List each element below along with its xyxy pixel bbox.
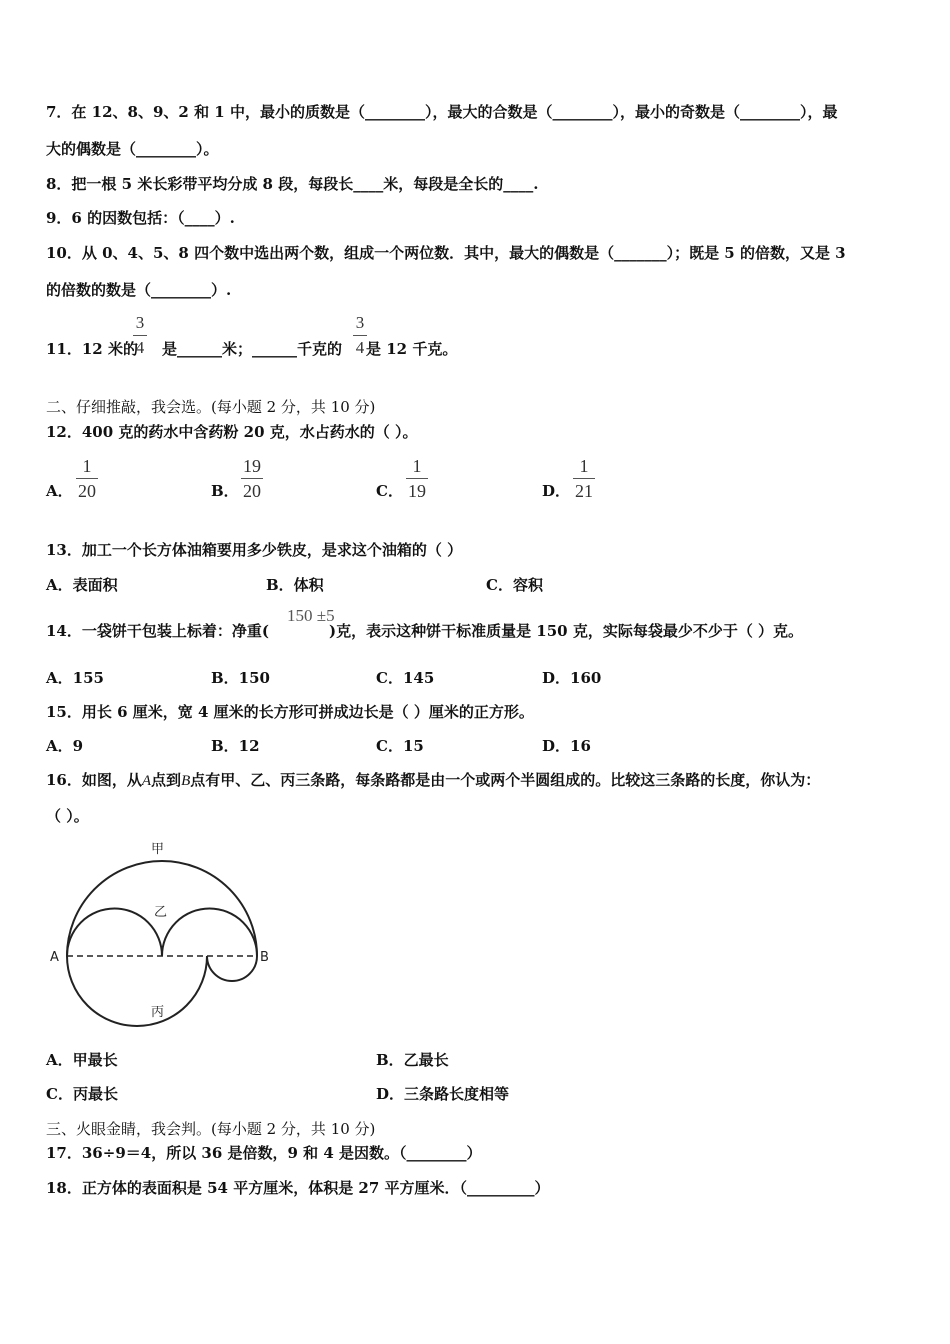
fraction-numerator: 3 [135, 313, 145, 332]
fraction-denominator: 19 [408, 481, 426, 501]
section-3-heading: 三、火眼金睛，我会判。(每小题 2 分，共 10 分) [46, 1120, 376, 1138]
q12-option-a-fraction[interactable] [76, 456, 98, 501]
q12-option-d-fraction[interactable] [573, 456, 595, 501]
point-b-label: B [181, 773, 191, 789]
fraction-denominator: 20 [243, 481, 261, 501]
fraction-denominator: 21 [575, 481, 593, 501]
question-11-prefix: 11．12 米的 [46, 340, 138, 358]
question-11-fraction-2 [353, 313, 367, 358]
question-16-text-c: 点有甲、乙、丙三条路，每条路都是由一个或两个半圆组成的。比较这三条路的长度，你认为： [190, 771, 821, 789]
q13-option-c[interactable]: C．容积 [486, 576, 543, 594]
question-7-line-1: 7．在 12、8、9、2 和 1 中，最小的质数是（________），最大的合数是（________），最小的奇数是（________），最 [46, 103, 838, 121]
fraction-numerator: 1 [579, 456, 589, 476]
semicircle-paths-figure [40, 832, 280, 1032]
question-17: 17．36÷9＝4，所以 36 是倍数，9 和 4 是因数。（________） [46, 1144, 482, 1162]
question-10-line-2: 的倍数的数是（________）. [46, 281, 232, 299]
q12-option-c-fraction[interactable] [406, 456, 428, 501]
question-9: 9．6 的因数包括：（____）. [46, 209, 235, 227]
fraction-numerator: 1 [412, 456, 422, 476]
q16-option-d[interactable]: D．三条路长度相等 [376, 1085, 510, 1103]
fraction-numerator: 3 [355, 313, 365, 332]
path-bing-large [67, 956, 207, 1026]
label-b: B [260, 950, 269, 965]
q13-option-b[interactable]: B．体积 [266, 576, 324, 594]
question-14-suffix: )克，表示这种饼干标准质量是 150 克，实际每袋最少不少于（ ）克。 [328, 622, 804, 640]
question-16-text-b: 点到 [151, 771, 182, 789]
net-weight-label: 150 ±5 [287, 606, 335, 625]
question-11-fraction-1 [133, 313, 147, 358]
label-a: A [50, 950, 59, 965]
section-2-heading: 二、仔细推敲，我会选。(每小题 2 分，共 10 分) [46, 398, 376, 416]
fraction-denominator: 4 [135, 338, 145, 357]
question-11 [46, 339, 457, 359]
point-a-label: A [141, 773, 152, 789]
q12-option-b-fraction[interactable] [241, 456, 263, 501]
q15-option-c[interactable]: C．15 [376, 737, 424, 755]
fraction-numerator: 19 [243, 456, 261, 476]
question-14-prefix: 14．一袋饼干包装上标着：净重( [46, 622, 269, 640]
question-10-line-1: 10．从 0、4、5、8 四个数中选出两个数，组成一个两位数．其中，最大的偶数是（_______）；既是 5 的倍数，又是 3 [46, 244, 846, 262]
q13-option-a[interactable]: A．表面积 [46, 576, 118, 594]
question-16-line-2: （ ）。 [46, 807, 89, 825]
fraction-numerator: 1 [82, 456, 92, 476]
question-7-line-2: 大的偶数是（________）。 [46, 140, 219, 158]
question-8: 8．把一根 5 米长彩带平均分成 8 段，每段长____米，每段是全长的____. [46, 175, 539, 193]
question-12: 12．400 克的药水中含药粉 20 克，水占药水的（ ）。 [46, 423, 418, 441]
label-yi: 乙 [154, 905, 168, 920]
q15-option-a[interactable]: A．9 [46, 737, 84, 755]
path-bing-small [207, 956, 257, 981]
question-13: 13．加工一个长方体油箱要用多少铁皮，是求这个油箱的（ ） [46, 541, 463, 559]
label-bing: 丙 [151, 1005, 165, 1020]
question-11-mid: 是______米；______千克的 [161, 340, 342, 358]
question-14 [46, 621, 803, 641]
q14-option-d[interactable]: D．160 [542, 669, 602, 687]
q12-option-a-label[interactable]: A． [46, 482, 73, 500]
q15-option-d[interactable]: D．16 [542, 737, 591, 755]
q16-option-a[interactable]: A．甲最长 [46, 1051, 118, 1069]
fraction-denominator: 20 [78, 481, 96, 501]
question-15: 15．用长 6 厘米，宽 4 厘米的长方形可拼成边长是（ ）厘米的正方形。 [46, 703, 534, 721]
question-16-text-a: 16．如图，从 [46, 771, 142, 789]
question-18: 18．正方体的表面积是 54 平方厘米，体积是 27 平方厘米．（_________） [46, 1179, 550, 1197]
q14-option-b[interactable]: B．150 [211, 669, 270, 687]
q14-option-a[interactable]: A．155 [46, 669, 104, 687]
question-16-line-1 [46, 770, 820, 791]
fraction-denominator: 4 [355, 338, 365, 357]
question-11-suffix: 是 12 千克。 [366, 340, 458, 358]
q16-option-c[interactable]: C．丙最长 [46, 1085, 118, 1103]
q12-option-b-label[interactable]: B． [211, 482, 239, 500]
q12-option-d-label[interactable]: D． [542, 482, 571, 500]
q14-option-c[interactable]: C．145 [376, 669, 435, 687]
q16-option-b[interactable]: B．乙最长 [376, 1051, 449, 1069]
q15-option-b[interactable]: B．12 [211, 737, 260, 755]
label-jia: 甲 [151, 842, 165, 857]
q12-option-c-label[interactable]: C． [376, 482, 403, 500]
